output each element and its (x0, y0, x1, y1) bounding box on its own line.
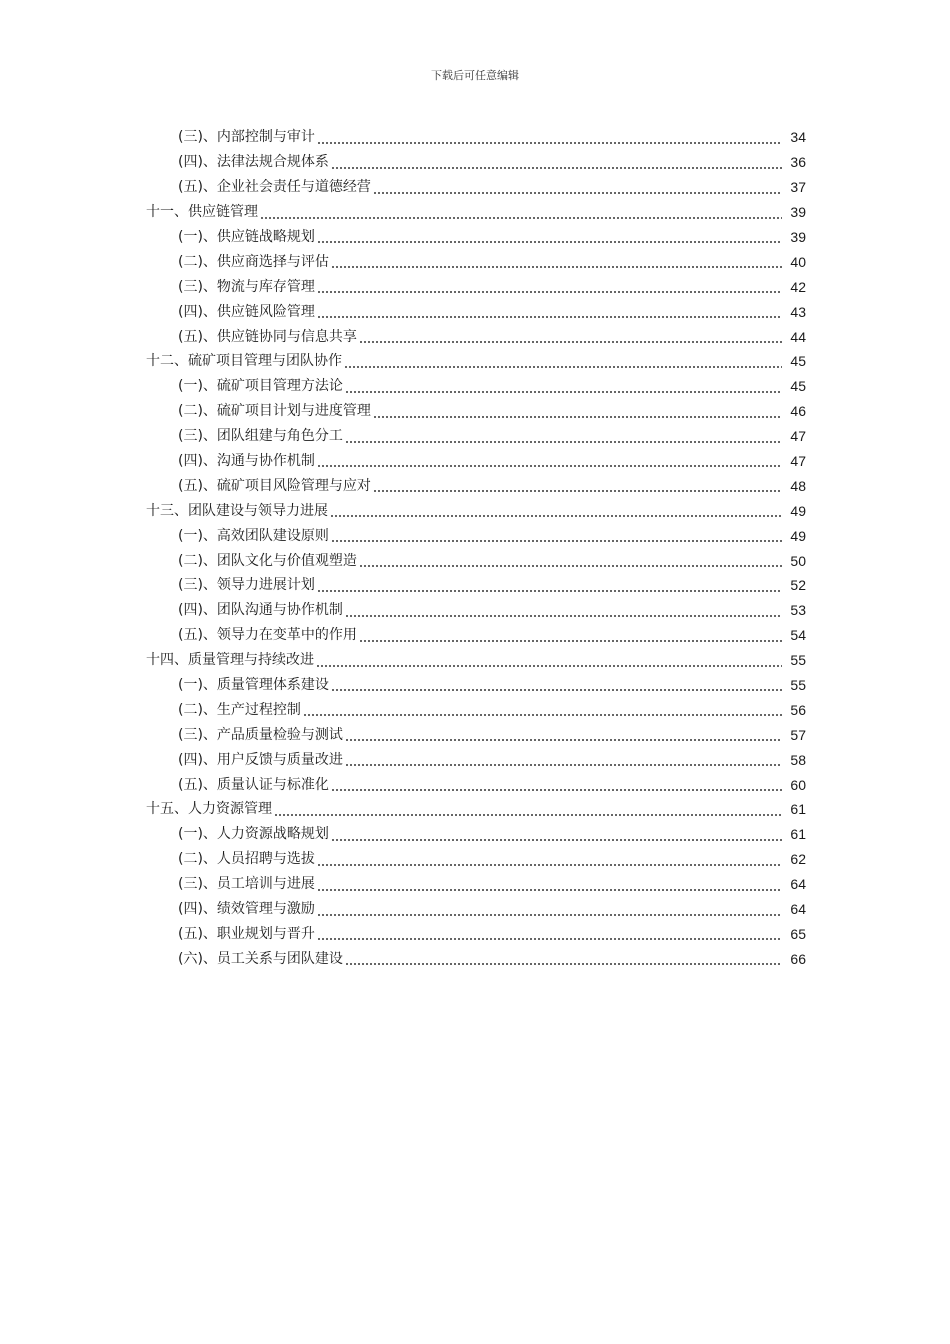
toc-entry-title: (二)、团队文化与价值观塑造 (178, 552, 357, 569)
toc-entry-title: (五)、领导力在变革中的作用 (178, 627, 357, 644)
toc-page-number: 54 (790, 627, 806, 644)
toc-entry-title: (三)、领导力进展计划 (178, 577, 315, 594)
toc-dot-leader (303, 714, 782, 716)
toc-page-number: 47 (790, 428, 806, 445)
toc-entry-title: 十三、团队建设与领导力进展 (146, 502, 328, 519)
toc-entry-title: (一)、人力资源战略规划 (178, 826, 329, 843)
toc-section-entry[interactable] (0, 473, 950, 498)
toc-page-number: 40 (790, 253, 806, 270)
toc-section-entry[interactable] (0, 324, 950, 349)
toc-entry-title: (一)、供应链战略规划 (178, 229, 315, 245)
toc-dot-leader (331, 839, 782, 841)
toc-dot-leader (317, 864, 782, 866)
toc-dot-leader (345, 764, 782, 766)
toc-page-number: 64 (790, 876, 806, 893)
toc-dot-leader (317, 938, 782, 940)
toc-page-number: 43 (790, 303, 806, 320)
toc-dot-leader (317, 914, 782, 916)
toc-dot-leader (345, 441, 782, 443)
toc-entry-title: (四)、法律法规合规体系 (178, 154, 329, 171)
toc-entry-title: (三)、内部控制与审计 (178, 129, 315, 146)
toc-dot-leader (373, 490, 782, 492)
table-of-contents (0, 125, 950, 971)
toc-page-number: 55 (790, 677, 806, 694)
toc-page-number: 45 (790, 378, 806, 395)
toc-entry-title: (四)、用户反馈与质量改进 (178, 751, 343, 768)
toc-section-entry[interactable] (0, 697, 950, 722)
toc-dot-leader (260, 217, 782, 219)
toc-section-entry[interactable] (0, 872, 950, 897)
toc-entry-title: (五)、供应链协同与信息共享 (178, 328, 357, 345)
toc-section-entry[interactable] (0, 573, 950, 598)
toc-entry-title: 十四、质量管理与持续改进 (146, 652, 314, 669)
toc-dot-leader (317, 142, 782, 144)
toc-chapter-entry[interactable] (0, 648, 950, 673)
toc-entry-title: (二)、生产过程控制 (178, 701, 301, 718)
toc-section-entry[interactable] (0, 449, 950, 474)
toc-section-entry[interactable] (0, 598, 950, 623)
toc-page-number: 66 (790, 950, 806, 967)
toc-page-number: 53 (790, 602, 806, 619)
toc-page-number: 39 (790, 204, 806, 221)
toc-page-number: 57 (790, 726, 806, 743)
toc-entry-title: (三)、团队组建与角色分工 (178, 428, 343, 445)
toc-dot-leader (331, 167, 782, 169)
toc-chapter-entry[interactable] (0, 797, 950, 822)
toc-section-entry[interactable] (0, 523, 950, 548)
toc-entry-title: (三)、产品质量检验与测试 (178, 726, 343, 743)
toc-section-entry[interactable] (0, 623, 950, 648)
toc-dot-leader (345, 615, 782, 617)
toc-dot-leader (317, 291, 782, 293)
toc-page-number: 61 (790, 801, 806, 818)
toc-section-entry[interactable] (0, 897, 950, 922)
toc-section-entry[interactable] (0, 722, 950, 747)
toc-dot-leader (330, 515, 782, 517)
toc-dot-leader (317, 241, 782, 243)
toc-section-entry[interactable] (0, 548, 950, 573)
toc-dot-leader (317, 465, 782, 467)
toc-dot-leader (345, 391, 782, 393)
toc-section-entry[interactable] (0, 822, 950, 847)
toc-entry-title: (一)、质量管理体系建设 (178, 677, 329, 694)
page-header: 下载后可任意编辑 (431, 69, 519, 82)
toc-dot-leader (331, 266, 782, 268)
toc-dot-leader (317, 316, 782, 318)
toc-entry-title: (二)、人员招聘与选拔 (178, 851, 315, 868)
toc-section-entry[interactable] (0, 772, 950, 797)
toc-entry-title: (五)、企业社会责任与道德经营 (178, 179, 371, 196)
toc-entry-title: (二)、硫矿项目计划与进度管理 (178, 403, 371, 420)
toc-section-entry[interactable] (0, 673, 950, 698)
toc-page-number: 47 (790, 453, 806, 470)
toc-dot-leader (359, 640, 782, 642)
toc-section-entry[interactable] (0, 299, 950, 324)
toc-page-number: 60 (790, 776, 806, 793)
toc-section-entry[interactable] (0, 225, 950, 250)
toc-dot-leader (274, 814, 782, 816)
toc-section-entry[interactable] (0, 175, 950, 200)
toc-dot-leader (359, 565, 782, 567)
toc-page-number: 42 (790, 278, 806, 295)
toc-section-entry[interactable] (0, 946, 950, 971)
toc-page-number: 61 (790, 826, 806, 843)
toc-entry-title: (四)、供应链风险管理 (178, 303, 315, 320)
toc-page-number: 56 (790, 701, 806, 718)
toc-entry-title: (三)、物流与库存管理 (178, 278, 315, 295)
toc-dot-leader (317, 889, 782, 891)
toc-section-entry[interactable] (0, 125, 950, 150)
toc-entry-title: (五)、质量认证与标准化 (178, 776, 329, 793)
toc-section-entry[interactable] (0, 249, 950, 274)
toc-chapter-entry[interactable] (0, 200, 950, 225)
toc-dot-leader (331, 789, 782, 791)
toc-page-number: 37 (790, 179, 806, 196)
toc-section-entry[interactable] (0, 374, 950, 399)
toc-page-number: 58 (790, 751, 806, 768)
toc-dot-leader (331, 689, 782, 691)
toc-section-entry[interactable] (0, 747, 950, 772)
toc-dot-leader (344, 366, 782, 368)
toc-page-number: 52 (790, 577, 806, 594)
toc-entry-title: (四)、沟通与协作机制 (178, 453, 315, 470)
toc-page-number: 55 (790, 652, 806, 669)
toc-dot-leader (331, 540, 782, 542)
toc-page-number: 62 (790, 851, 806, 868)
toc-page-number: 65 (790, 925, 806, 942)
toc-entry-title: 十一、供应链管理 (146, 204, 258, 221)
toc-page-number: 46 (790, 403, 806, 420)
toc-entry-title: (二)、供应商选择与评估 (178, 253, 329, 270)
toc-page-number: 48 (790, 477, 806, 494)
toc-section-entry[interactable] (0, 922, 950, 947)
toc-section-entry[interactable] (0, 424, 950, 449)
toc-page-number: 34 (790, 129, 806, 146)
toc-dot-leader (316, 665, 782, 667)
toc-entry-title: (五)、硫矿项目风险管理与应对 (178, 477, 371, 494)
toc-entry-title: (四)、绩效管理与激励 (178, 901, 315, 918)
toc-page-number: 36 (790, 154, 806, 171)
toc-dot-leader (373, 416, 782, 418)
toc-section-entry[interactable] (0, 847, 950, 872)
toc-entry-title: 十二、硫矿项目管理与团队协作 (146, 353, 342, 370)
toc-entry-title: (五)、职业规划与晋升 (178, 925, 315, 942)
toc-page-number: 64 (790, 901, 806, 918)
toc-dot-leader (373, 192, 782, 194)
toc-entry-title: (四)、团队沟通与协作机制 (178, 602, 343, 619)
toc-section-entry[interactable] (0, 274, 950, 299)
toc-entry-title: (一)、高效团队建设原则 (178, 527, 329, 544)
toc-section-entry[interactable] (0, 150, 950, 175)
toc-chapter-entry[interactable] (0, 349, 950, 374)
toc-dot-leader (359, 341, 782, 343)
toc-dot-leader (345, 739, 782, 741)
toc-entry-title: (六)、员工关系与团队建设 (178, 950, 343, 967)
toc-entry-title: (一)、硫矿项目管理方法论 (178, 378, 343, 395)
toc-page-number: 44 (790, 328, 806, 345)
toc-page-number: 49 (790, 527, 806, 544)
toc-chapter-entry[interactable] (0, 498, 950, 523)
toc-page-number: 39 (790, 229, 806, 245)
toc-page-number: 45 (790, 353, 806, 370)
toc-page-number: 50 (790, 552, 806, 569)
toc-dot-leader (317, 590, 782, 592)
toc-section-entry[interactable] (0, 399, 950, 424)
toc-page-number: 49 (790, 502, 806, 519)
toc-entry-title: 十五、人力资源管理 (146, 801, 272, 818)
toc-entry-title: (三)、员工培训与进展 (178, 876, 315, 893)
toc-dot-leader (345, 963, 782, 965)
